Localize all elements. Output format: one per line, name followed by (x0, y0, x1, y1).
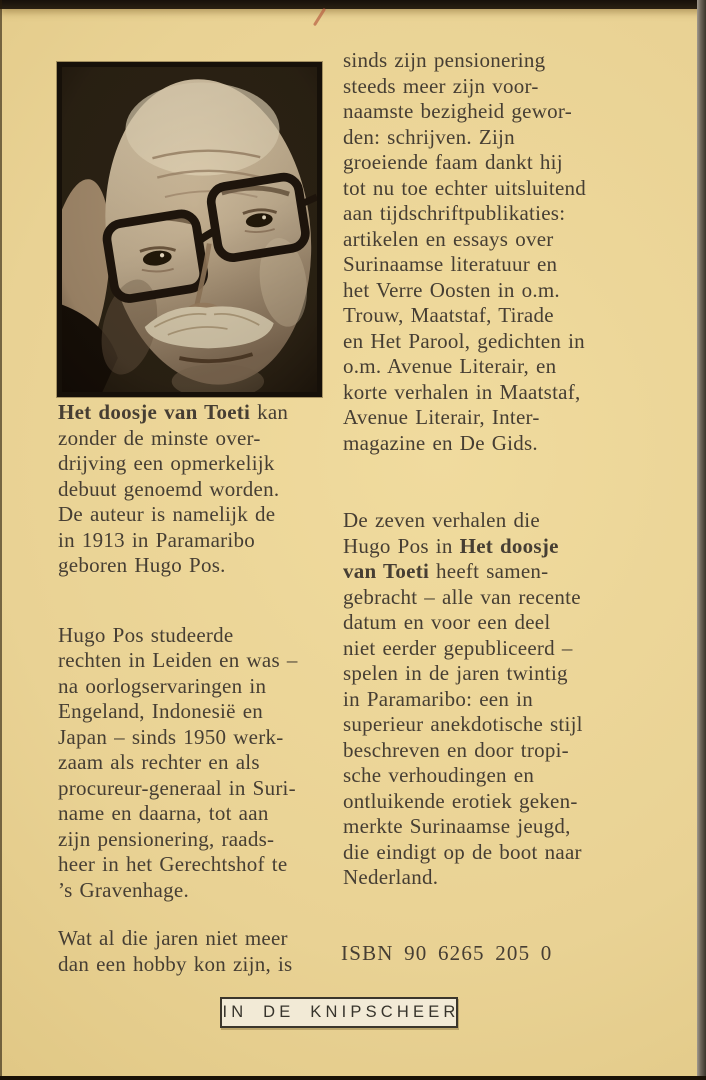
text-line-segment: korte verhalen in Maatstaf, (343, 379, 581, 404)
text-line-segment: en Het Parool, gedichten in (343, 328, 585, 353)
text-line-segment: Hugo Pos in (343, 533, 460, 558)
text-line-segment: spelen in de jaren twintig (343, 661, 568, 685)
text-line-segment: Nederland. (343, 865, 439, 889)
text-line-segment: beschreven en door tropi- (343, 737, 569, 762)
text-line-segment: Wat al die jaren niet meer (58, 926, 288, 950)
text-line-segment: Het doosje (459, 533, 559, 558)
paragraph (58, 623, 336, 904)
portrait-illustration (62, 67, 317, 392)
publisher-name: IN DE KNIPSCHEER (222, 1003, 460, 1021)
text-line-segment: debuut genoemd worden. (58, 476, 280, 501)
text-line-segment: Het doosje van Toeti (58, 400, 251, 424)
isbn-text: ISBN 90 6265 205 0 (341, 941, 553, 965)
text-line-segment: geboren Hugo Pos. (58, 553, 226, 577)
photo-vignette (62, 67, 317, 392)
text-line-segment: superieur anekdotische stijl (343, 712, 583, 736)
text-line-segment: o.m. Avenue Literair, en (343, 354, 557, 378)
text-line-segment: Trouw, Maatstaf, Tirade (343, 303, 554, 327)
book-bottom-edge (0, 1076, 706, 1080)
text-line-segment: steeds meer zijn voor- (343, 73, 539, 98)
text-line-segment: Japan – sinds 1950 werk- (58, 724, 284, 749)
text-line-segment: procureur-generaal in Suri- (58, 775, 296, 800)
text-line-segment: artikelen en essays over (343, 226, 554, 251)
text-line-segment: Avenue Literair, Inter- (343, 405, 540, 429)
author-portrait-photo (57, 62, 322, 397)
text-line-segment: magazine en De Gids. (343, 430, 538, 455)
text-line-segment: tot nu toe echter uitsluitend (343, 175, 587, 200)
text-line-segment: niet eerder gepubliceerd – (343, 635, 573, 660)
book-left-edge (0, 0, 2, 1080)
text-line-segment: na oorlogservaringen in (58, 673, 267, 698)
left-text-column (58, 400, 336, 977)
book-right-edge (697, 0, 706, 1080)
text-line-segment: heeft samen- (429, 559, 549, 583)
text-line-segment: Hugo Pos studeerde (58, 622, 234, 647)
text-line-segment: naamste bezigheid gewor- (343, 99, 572, 123)
text-line-segment: sinds zijn pensionering (343, 48, 546, 72)
text-line-segment: De auteur is namelijk de (58, 502, 276, 526)
text-line-segment: zaam als rechter en als (58, 750, 260, 774)
right-text-column (343, 48, 668, 891)
text-line-segment: merkte Surinaamse jeugd, (343, 814, 571, 838)
publisher-logo-box (220, 997, 458, 1028)
paragraph (343, 48, 668, 456)
text-line-segment: dan een hobby kon zijn, is (58, 951, 293, 976)
text-line-segment: ’s Gravenhage. (58, 877, 189, 902)
text-line-segment: gebracht – alle van recente (343, 584, 581, 609)
text-line-segment: het Verre Oosten in o.m. (343, 277, 560, 302)
paragraph (58, 400, 336, 579)
paragraph (343, 508, 668, 891)
text-line-segment: van Toeti (343, 559, 430, 583)
text-line-segment: De zeven verhalen die (343, 508, 540, 532)
paragraph (58, 926, 336, 977)
book-top-edge (0, 0, 706, 9)
text-line-segment: in Paramaribo: een in (343, 686, 533, 711)
text-line-segment: zijn pensionering, raads- (58, 826, 275, 851)
text-line-segment: groeiende faam dankt hij (343, 150, 563, 174)
text-line-segment: in 1913 in Paramaribo (58, 527, 255, 552)
text-line-segment: drijving een opmerkelijk (58, 451, 275, 475)
text-line-segment: rechten in Leiden en was – (58, 648, 298, 672)
text-line-segment: aan tijdschriftpublikaties: (343, 201, 566, 225)
text-line-segment: die eindigt op de boot naar (343, 839, 582, 864)
text-line-segment: sche verhoudingen en (343, 763, 535, 787)
text-line-segment: datum en voor een deel (343, 610, 551, 634)
text-line-segment: name en daarna, tot aan (58, 801, 269, 825)
text-line-segment: Surinaamse literatuur en (343, 252, 558, 276)
text-line-segment: Engeland, Indonesië en (58, 699, 264, 723)
pen-mark (313, 8, 326, 27)
text-line-segment: ontluikende erotiek geken- (343, 788, 578, 813)
text-line-segment: kan (250, 400, 289, 424)
text-line-segment: zonder de minste over- (58, 425, 261, 450)
text-line-segment: den: schrijven. Zijn (343, 124, 515, 149)
text-line-segment: heer in het Gerechtshof te (58, 852, 288, 876)
